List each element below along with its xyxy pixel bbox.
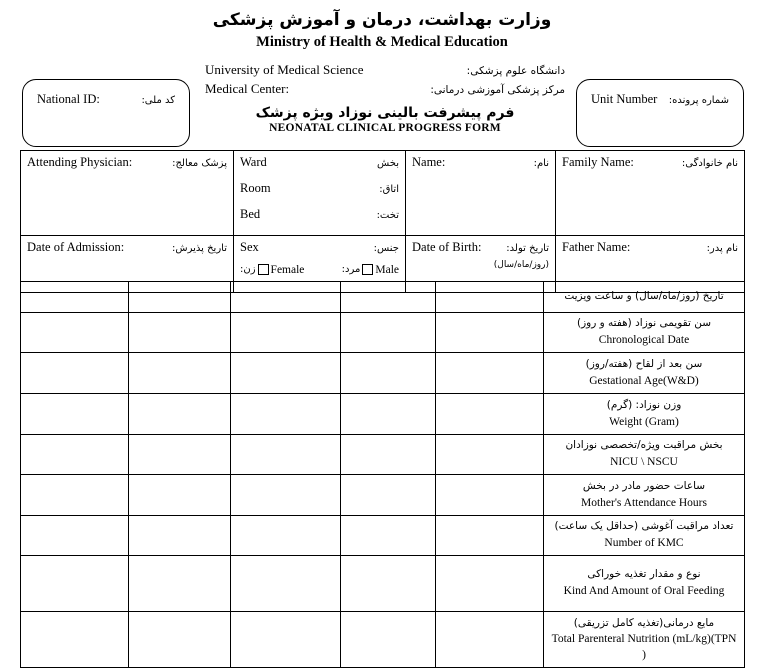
- ward-label-en: Ward: [240, 155, 267, 169]
- form-title-en: NEONATAL CLINICAL PROGRESS FORM: [269, 122, 501, 135]
- progress-entry-cell[interactable]: [341, 516, 436, 556]
- progress-row-label-en: Mother's Attendance Hours: [581, 496, 707, 509]
- progress-row-label-cell: [544, 313, 745, 353]
- progress-row-label-cell: [544, 516, 745, 556]
- progress-entry-cell[interactable]: [21, 556, 129, 612]
- unit-number-label-en: Unit Number: [591, 92, 658, 107]
- progress-entry-cell[interactable]: [341, 282, 436, 313]
- progress-row-label-fa: تعداد مراقبت آغوشی (حداقل یک ساعت): [554, 520, 734, 533]
- progress-entry-cell[interactable]: [129, 435, 231, 475]
- progress-entry-cell[interactable]: [21, 353, 129, 394]
- male-label-fa: مرد:: [341, 264, 361, 276]
- father-name-label-en: Father Name:: [562, 240, 631, 254]
- progress-row: [21, 394, 745, 435]
- sex-label-en: Sex: [240, 240, 259, 254]
- female-label-en: Female: [270, 263, 305, 276]
- attending-physician-cell[interactable]: [21, 151, 234, 236]
- sex-label-fa: جنس:: [373, 243, 399, 254]
- university-label-fa: دانشگاه علوم پزشکی:: [466, 65, 565, 78]
- ministry-title-fa: وزارت بهداشت، درمان و آموزش پزشکی: [212, 10, 552, 30]
- progress-row-label-cell: [544, 556, 745, 612]
- national-id-label-en: National ID:: [37, 92, 100, 107]
- ministry-title-en: Ministry of Health & Medical Education: [256, 34, 508, 51]
- progress-entry-cell[interactable]: [231, 556, 341, 612]
- date-of-admission-label-en: Date of Admission:: [27, 240, 125, 254]
- progress-entry-cell[interactable]: [21, 475, 129, 516]
- form-title-block: [195, 105, 575, 134]
- progress-entry-cell[interactable]: [436, 516, 544, 556]
- progress-entry-cell[interactable]: [21, 612, 129, 668]
- university-label-en: University of Medical Science: [205, 62, 364, 78]
- progress-row: [21, 313, 745, 353]
- organization-strip: [0, 59, 764, 147]
- date-of-birth-label-en: Date of Birth:: [412, 240, 482, 254]
- progress-entry-cell[interactable]: [231, 475, 341, 516]
- progress-row-label-cell: [544, 394, 745, 435]
- ward-room-bed-cell[interactable]: [234, 151, 406, 236]
- progress-entry-cell[interactable]: [129, 556, 231, 612]
- national-id-box[interactable]: [22, 79, 190, 147]
- document-header: [0, 0, 764, 51]
- family-name-cell[interactable]: [556, 151, 745, 236]
- progress-entry-cell[interactable]: [341, 435, 436, 475]
- female-checkbox-icon[interactable]: [258, 264, 269, 275]
- sex-option-female[interactable]: [240, 264, 304, 276]
- patient-info-row-1: [21, 151, 745, 236]
- progress-row-label-fa: مایع درمانی(تغذیه کامل تزریقی): [573, 616, 715, 629]
- progress-row-label-en: Total Parenteral Nutrition (mL/kg)(TPN ): [551, 633, 737, 661]
- progress-row: [21, 516, 745, 556]
- name-label-fa: نام:: [533, 158, 549, 169]
- progress-row-label-en: Gestational Age(W&D): [589, 374, 699, 387]
- progress-entry-cell[interactable]: [341, 313, 436, 353]
- progress-entry-cell[interactable]: [436, 394, 544, 435]
- progress-entry-cell[interactable]: [21, 516, 129, 556]
- organization-lines: [205, 61, 565, 99]
- male-label-en: Male: [375, 263, 399, 276]
- family-name-label-en: Family Name:: [562, 155, 634, 169]
- progress-entry-cell[interactable]: [231, 435, 341, 475]
- date-of-admission-label-fa: تاریخ پذیرش:: [172, 243, 227, 254]
- medical-center-label-en: Medical Center:: [205, 81, 290, 97]
- unit-number-box[interactable]: [576, 79, 744, 147]
- progress-row-label-cell: [544, 475, 745, 516]
- name-label-en: Name:: [412, 155, 446, 169]
- progress-entry-cell[interactable]: [129, 612, 231, 668]
- attending-physician-label-fa: پزشک معالج:: [172, 158, 227, 169]
- progress-row-label-en: Number of KMC: [604, 537, 684, 550]
- progress-row-label-fa: تاریخ (روز/ماه/سال) و ساعت ویزیت: [564, 290, 724, 303]
- progress-row: [21, 353, 745, 394]
- progress-row-label-cell: [544, 282, 745, 313]
- progress-entry-cell[interactable]: [231, 612, 341, 668]
- progress-entry-cell[interactable]: [436, 282, 544, 313]
- progress-row-label-fa: نوع و مقدار تغذیه خوراکی: [587, 568, 701, 581]
- progress-entry-cell[interactable]: [231, 313, 341, 353]
- date-of-birth-label-fa: تاریخ تولد:: [506, 243, 549, 254]
- progress-row: [21, 282, 745, 313]
- progress-row-label-cell: [544, 612, 745, 668]
- progress-entry-cell[interactable]: [436, 313, 544, 353]
- progress-entry-cell[interactable]: [21, 313, 129, 353]
- progress-entry-cell[interactable]: [231, 394, 341, 435]
- progress-entry-cell[interactable]: [129, 394, 231, 435]
- progress-entry-cell[interactable]: [341, 353, 436, 394]
- progress-entry-cell[interactable]: [129, 353, 231, 394]
- progress-entry-cell[interactable]: [129, 475, 231, 516]
- national-id-label-fa: کد ملی:: [141, 95, 175, 107]
- progress-entry-cell[interactable]: [341, 556, 436, 612]
- progress-entry-cell[interactable]: [341, 475, 436, 516]
- bed-label-fa: تخت:: [376, 209, 399, 221]
- progress-entry-cell[interactable]: [129, 313, 231, 353]
- progress-entry-cell[interactable]: [129, 282, 231, 313]
- attending-physician-label-en: Attending Physician:: [27, 155, 133, 169]
- family-name-label-fa: نام خانوادگی:: [681, 158, 738, 169]
- clinical-progress-table: [20, 281, 745, 668]
- progress-entry-cell[interactable]: [231, 516, 341, 556]
- room-label-fa: اتاق:: [379, 183, 399, 195]
- progress-row-label-cell: [544, 353, 745, 394]
- male-checkbox-icon[interactable]: [362, 264, 373, 275]
- date-of-birth-format-hint: (روز/ماه/سال): [493, 259, 549, 270]
- progress-row-label-en: Chronological Date: [598, 334, 690, 347]
- progress-entry-cell[interactable]: [436, 353, 544, 394]
- female-label-fa: زن:: [240, 264, 256, 276]
- name-cell[interactable]: [406, 151, 556, 236]
- form-title-fa: فرم پیشرفت بالینی نوزاد ویژه پزشک: [255, 105, 515, 122]
- progress-row: [21, 556, 745, 612]
- progress-row-label-fa: سن تقویمی نوزاد (هفته و روز): [576, 317, 711, 330]
- progress-entry-cell[interactable]: [129, 516, 231, 556]
- progress-row-label-en: NICU \ NSCU: [610, 456, 678, 469]
- medical-center-label-fa: مرکز پزشکی آموزشی درمانی:: [430, 84, 565, 97]
- progress-entry-cell[interactable]: [341, 612, 436, 668]
- progress-entry-cell[interactable]: [231, 282, 341, 313]
- progress-row-label-fa: ساعات حضور مادر در بخش: [582, 479, 706, 492]
- sex-option-male[interactable]: [342, 264, 399, 276]
- unit-number-label-fa: شماره پرونده:: [668, 95, 729, 107]
- room-label-en: Room: [240, 180, 271, 195]
- progress-entry-cell[interactable]: [21, 394, 129, 435]
- progress-row-label-fa: وزن نوزاد: (گرم): [606, 398, 682, 411]
- ward-label-fa: بخش: [377, 158, 399, 169]
- progress-row: [21, 612, 745, 668]
- progress-entry-cell[interactable]: [231, 353, 341, 394]
- bed-label-en: Bed: [240, 206, 261, 221]
- medical-center-line: [205, 80, 565, 99]
- progress-entry-cell[interactable]: [436, 612, 544, 668]
- progress-row: [21, 435, 745, 475]
- progress-entry-cell[interactable]: [341, 394, 436, 435]
- progress-row-label-fa: سن بعد از لقاح (هفته/روز): [585, 357, 703, 370]
- progress-entry-cell[interactable]: [21, 282, 129, 313]
- progress-entry-cell[interactable]: [436, 435, 544, 475]
- progress-row-label-cell: [544, 435, 745, 475]
- progress-row-label-en: Kind And Amount of Oral Feeding: [563, 585, 725, 598]
- progress-entry-cell[interactable]: [436, 556, 544, 612]
- patient-info-table: [20, 150, 745, 293]
- university-line: [205, 61, 565, 80]
- progress-row-label-en: Weight (Gram): [609, 415, 679, 428]
- progress-entry-cell[interactable]: [436, 475, 544, 516]
- father-name-label-fa: نام پدر:: [706, 243, 738, 254]
- progress-entry-cell[interactable]: [21, 435, 129, 475]
- progress-row-label-fa: بخش مراقبت ویژه/تخصصی نوزادان: [565, 439, 723, 452]
- progress-row: [21, 475, 745, 516]
